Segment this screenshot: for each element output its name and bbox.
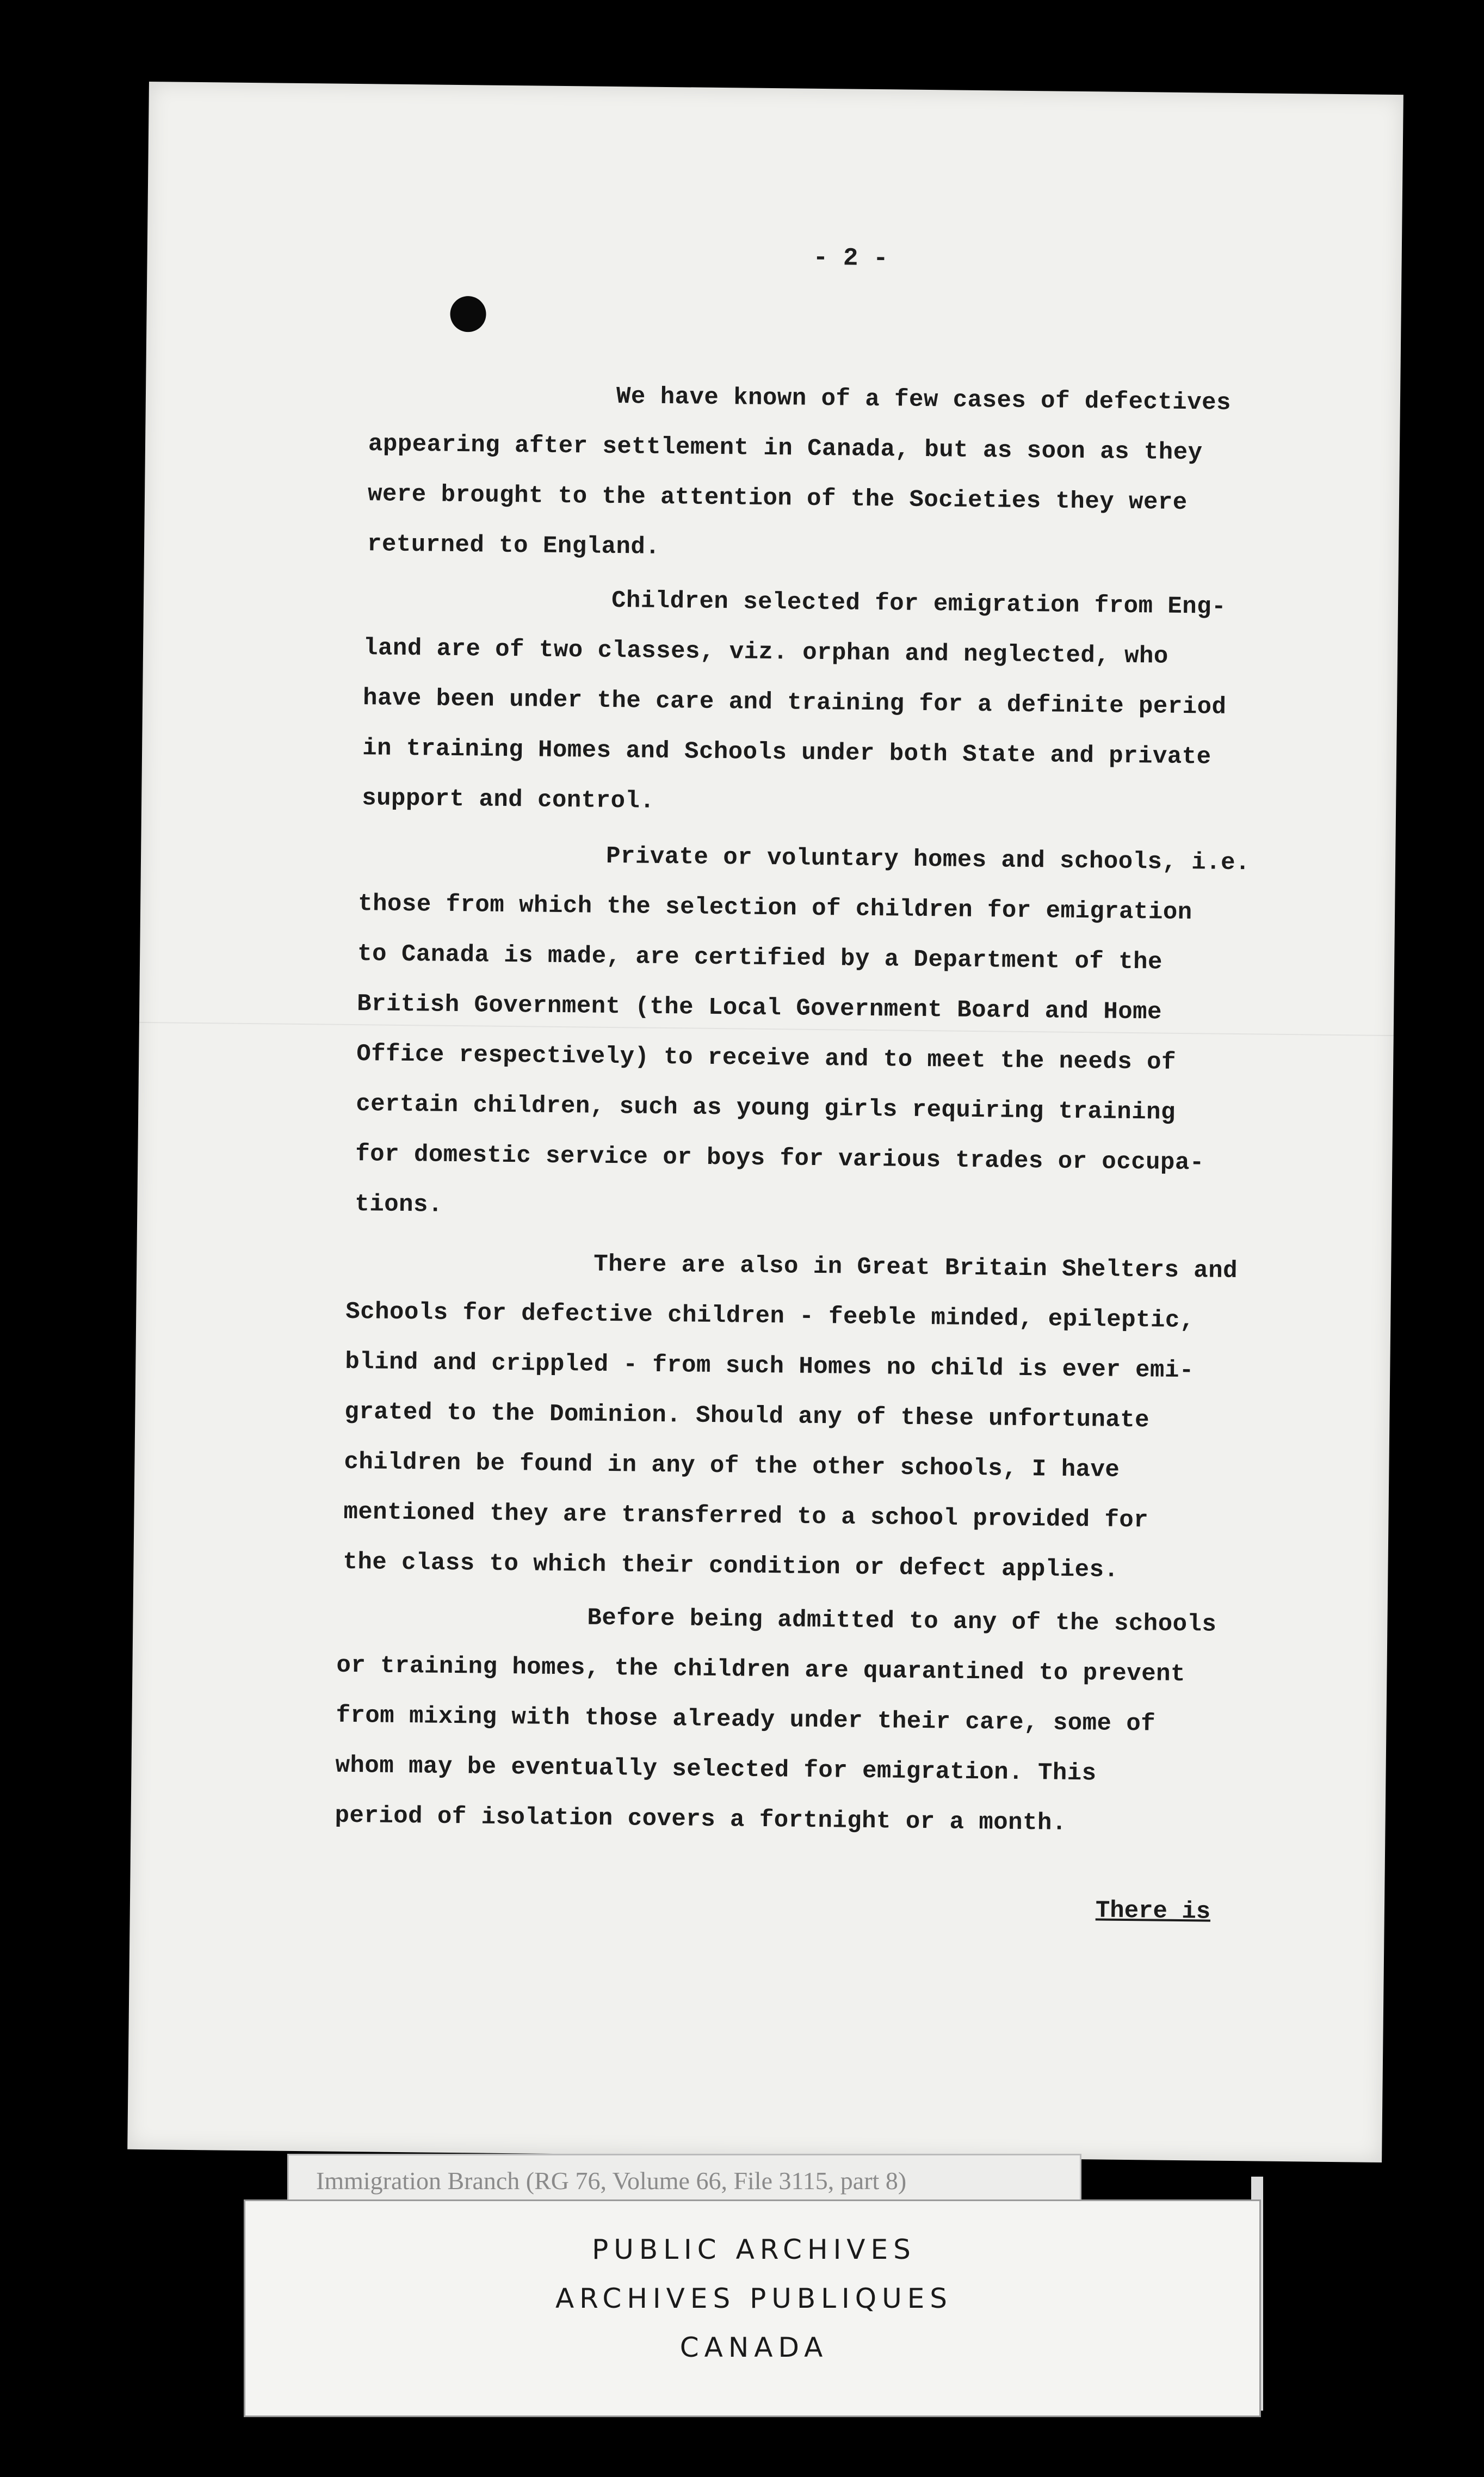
document-page — [127, 82, 1403, 2162]
text-line: returned to England. — [367, 531, 660, 561]
text-line: to Canada is made, are certified by a Department of the — [357, 940, 1163, 976]
text-line: children be found in any of the other schools, I have — [344, 1448, 1120, 1484]
text-line: land are of two classes, viz. orphan and neglected, who — [363, 634, 1169, 670]
archive-reference-label — [287, 2154, 1081, 2206]
text-line: those from which the selection of children for emigration — [357, 890, 1192, 927]
text-line: mentioned they are transferred to a school provided for — [343, 1498, 1149, 1535]
text-line: blind and crippled - from such Homes no child is ever emi- — [345, 1348, 1195, 1385]
text-line: Before being admitted to any of the schools — [587, 1604, 1217, 1638]
text-line: We have known of a few cases of defectives — [616, 383, 1232, 417]
text-line: the class to which their condition or defect applies. — [343, 1548, 1119, 1584]
text-line: were brought to the attention of the Societies they were — [367, 480, 1188, 517]
text-line: period of isolation covers a fortnight or a month. — [335, 1802, 1067, 1837]
text-line: Office respectively) to receive and to meet the needs of — [356, 1040, 1177, 1076]
text-line: Children selected for emigration from Eng- — [611, 587, 1227, 621]
text-line: There are also in Great Britain Shelters and — [593, 1250, 1238, 1285]
text-line: British Government (the Local Government Board and Home — [357, 990, 1163, 1026]
text-line: certain children, such as young girls requiring training — [356, 1090, 1176, 1126]
text-line: whom may be eventually selected for emigration. This — [335, 1752, 1097, 1788]
text-line: in training Homes and Schools under both State and private — [362, 735, 1211, 771]
stamp-line-country: CANADA — [679, 2332, 828, 2363]
page-number: - 2 - — [813, 243, 888, 273]
archive-stamp-label — [244, 2199, 1261, 2417]
text-line: grated to the Dominion. Should any of these unfortunate — [344, 1398, 1150, 1434]
archive-reference: Immigration Branch (RG 76, Volume 66, File 3115, part 8) — [316, 2167, 907, 2195]
text-line: support and control. — [361, 785, 655, 815]
text-line: Private or voluntary homes and schools, i.e. — [605, 842, 1251, 877]
text-line: from mixing with those already under their care, some of — [336, 1702, 1156, 1738]
text-line: or training homes, the children are quarantined to prevent — [336, 1652, 1186, 1689]
stamp-line-english: PUBLIC ARCHIVES — [592, 2234, 916, 2265]
stamp-line-french: ARCHIVES PUBLIQUES — [555, 2283, 953, 2314]
text-line: appearing after settlement in Canada, but as soon as they — [368, 430, 1203, 467]
text-line: have been under the care and training for a definite period — [362, 685, 1227, 721]
letter-body — [127, 82, 1403, 2162]
text-line: Schools for defective children - feeble minded, epileptic, — [345, 1298, 1195, 1335]
text-line: for domestic service or boys for various trades or occupa- — [355, 1141, 1205, 1177]
catchword: There is — [1095, 1897, 1211, 1926]
text-line: tions. — [355, 1191, 443, 1219]
